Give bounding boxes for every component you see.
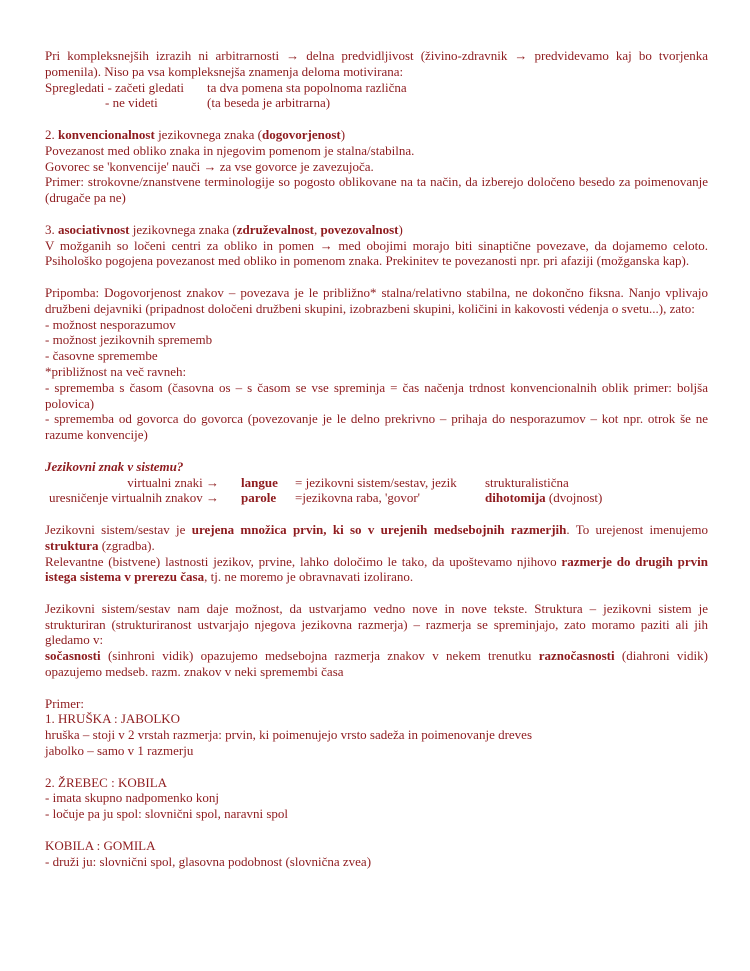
paragraph — [45, 696, 708, 712]
text-run: Relevantne (bistvene) lastnosti jezikov, prvine, lahko določimo le tako, da upoštevamo njihovo — [45, 553, 562, 569]
paragraph — [45, 775, 708, 791]
paragraph — [45, 380, 708, 412]
text-run: razmerje do drugih prvin istega sistema v prerezu časa — [45, 553, 708, 585]
table-cell-definition: = jezikovni sistem/sestav, jezik — [295, 474, 457, 490]
definition-table-row — [45, 490, 708, 506]
paragraph — [45, 522, 708, 554]
paragraph — [45, 554, 708, 586]
paragraph — [45, 159, 708, 175]
text-run: združevalnost — [236, 221, 314, 237]
paragraph — [45, 48, 708, 80]
paragraph — [45, 364, 708, 380]
text-run: 3. — [45, 221, 58, 237]
text-run: (sinhroni vidik) opazujemo medsebojna razmerja znakov v nekem trenutku — [100, 648, 539, 664]
paragraph — [45, 806, 708, 822]
text-run: *približnost na več ravneh: — [45, 363, 187, 379]
blank-line — [45, 206, 708, 222]
text-run: . To urejenost imenujemo — [566, 521, 709, 537]
text-run: sočasnosti — [45, 648, 101, 664]
paragraph — [45, 348, 708, 364]
two-column-line — [45, 80, 708, 96]
text-run: (zgradba). — [98, 537, 155, 553]
text-run: (dvojnost) — [545, 490, 603, 506]
text-run: (diahroni vidik) opazujemo medseb. razm. znakov v neki spremembi časa — [45, 648, 708, 680]
paragraph — [45, 238, 708, 270]
text-run: - časovne spremembe — [45, 348, 158, 364]
text-run: struktura — [45, 537, 99, 553]
blank-line — [45, 822, 708, 838]
paragraph — [45, 727, 708, 743]
text-run: strukturalistična — [485, 474, 569, 490]
text-run: dogovorjenost — [262, 126, 341, 142]
blank-line — [45, 111, 708, 127]
text-run: - imata skupno nadpomenko konj — [45, 790, 220, 806]
text-run: Jezikovni sistem/sestav nam daje možnost, da ustvarjamo vedno nove in nove tekste. Struktura – jezikovni sistem je strukturiran (strukturiranost ustvarjajo njegova jezikovna razmerja) – razmerja se spreminjajo, zato moramo paziti ali jih gledamo v: — [45, 600, 708, 648]
text-run: ) — [340, 126, 346, 142]
paragraph — [45, 174, 708, 206]
paragraph — [45, 317, 708, 333]
text-run: Jezikovni sistem/sestav je — [45, 521, 192, 537]
text-run: Primer: — [45, 695, 84, 711]
column-left-text: - ne videti — [105, 95, 158, 111]
paragraph — [45, 332, 708, 348]
column-right-text: (ta beseda je arbitrarna) — [207, 95, 331, 111]
text-run: 1. HRUŠKA : JABOLKO — [45, 711, 181, 727]
text-run: 2. — [45, 126, 58, 142]
blank-line — [45, 585, 708, 601]
paragraph — [45, 601, 708, 648]
table-cell-keyword: parole — [241, 490, 277, 506]
text-run: - sprememba od govorca do govorca (povezovanje je le delno prekrivno – prihaja do nesporazumov – kot npr. otrok še ne razume konvencije) — [45, 411, 708, 443]
text-run: ) — [398, 221, 403, 237]
text-run: , tj. ne moremo je obravnavati izolirano. — [204, 569, 414, 585]
blank-line — [45, 506, 708, 522]
text-run: raznočasnosti — [538, 648, 615, 664]
text-run: jabolko – samo v 1 razmerju — [45, 743, 194, 759]
text-run: Pripomba: Dogovorjenost znakov – povezava je le približno* stalna/relativno stabilna, ne dokončno fiksna. Nanjo vplivajo družbeni dejavniki (pripadnost določeni družbeni skupini, izobrazbeni skupini, količini in kakovosti védenja o svetu...), zato: — [45, 284, 708, 316]
text-run: Povezanost med obliko znaka in njegovim pomenom je stalna/stabilna. — [45, 142, 415, 158]
blank-line — [45, 443, 708, 459]
text-run: - druži ju: slovnični spol, glasovna podobnost (slovnična zvea) — [45, 853, 372, 869]
paragraph — [45, 838, 708, 854]
text-run: Pri kompleksnejših izrazih ni arbitrarnosti → delna predvidljivost (živino-zdravnik → predvidevamo kaj bo tvorjenka pomenila). Niso pa vsa kompleksnejša znamenja deloma motivirana: — [45, 48, 708, 79]
blank-line — [45, 759, 708, 775]
text-run: - možnost nesporazumov — [45, 316, 176, 332]
text-run: Jezikovni znak v sistemu? — [45, 458, 184, 474]
column-left-text: Spregledati - začeti gledati — [45, 79, 184, 95]
paragraph — [45, 222, 708, 238]
text-run: Govorec se 'konvencije' nauči → za vse govorce je zavezujoča. — [45, 158, 374, 174]
text-run: - možnost jezikovnih sprememb — [45, 332, 213, 348]
text-run: hruška – stoji v 2 vrstah razmerja: prvin, ki poimenujejo vrsto sadeža in poimenovanje dreves — [45, 727, 533, 743]
table-cell-note — [485, 475, 708, 491]
paragraph — [45, 411, 708, 443]
text-run: povezovalnost — [320, 221, 399, 237]
definition-table-row — [45, 475, 708, 491]
text-run: KOBILA : GOMILA — [45, 837, 156, 853]
table-cell-note — [485, 490, 708, 506]
paragraph — [45, 285, 708, 317]
paragraph — [45, 790, 708, 806]
table-cell-definition: =jezikovna raba, 'govor' — [295, 490, 420, 506]
text-run: urejena množica prvin, ki so v urejenih medsebojnih razmerjih — [191, 521, 567, 537]
paragraph — [45, 854, 708, 870]
paragraph — [45, 127, 708, 143]
text-run: 2. ŽREBEC : KOBILA — [45, 774, 168, 790]
blank-line — [45, 680, 708, 696]
column-right-text: ta dva pomena sta popolnoma različna — [207, 79, 407, 95]
text-run: , — [313, 221, 321, 237]
paragraph — [45, 743, 708, 759]
text-run: jezikovnega znaka ( — [154, 126, 263, 142]
text-run: - sprememba s časom (časovna os – s časom se vse spreminja = čas načenja trdnost konvencionalnih oblik primer: boljša polovica) — [45, 379, 708, 411]
paragraph — [45, 648, 708, 680]
text-run: Primer: strokovne/znanstvene terminologije so pogosto oblikovane na ta način, da izberejo določeno besedo za poimenovanje (drugače pa ne) — [45, 174, 708, 206]
paragraph — [45, 143, 708, 159]
text-run: - ločuje pa ju spol: slovnični spol, naravni spol — [45, 806, 288, 822]
table-cell-keyword: langue — [241, 474, 278, 490]
document-body — [45, 48, 708, 869]
paragraph — [45, 459, 708, 475]
text-run: dihotomija — [485, 490, 546, 506]
table-cell-term: uresničenje virtualnih znakov → — [48, 490, 219, 506]
two-column-line — [45, 95, 708, 111]
text-run: V možganih so ločeni centri za obliko in pomen → med obojimi morajo biti sinaptične povezave, da dojamemo celoto. Psihološko pogojena povezanost med obliko in pomenom znaka. Prekinitev te povezanosti npr. pri afaziji (možganska kap). — [45, 237, 708, 269]
blank-line — [45, 269, 708, 285]
text-run: asociativnost — [58, 221, 130, 237]
paragraph — [45, 711, 708, 727]
text-run: jezikovnega znaka ( — [129, 221, 237, 237]
text-run: konvencionalnost — [58, 126, 155, 142]
table-cell-term: virtualni znaki → — [127, 474, 219, 490]
